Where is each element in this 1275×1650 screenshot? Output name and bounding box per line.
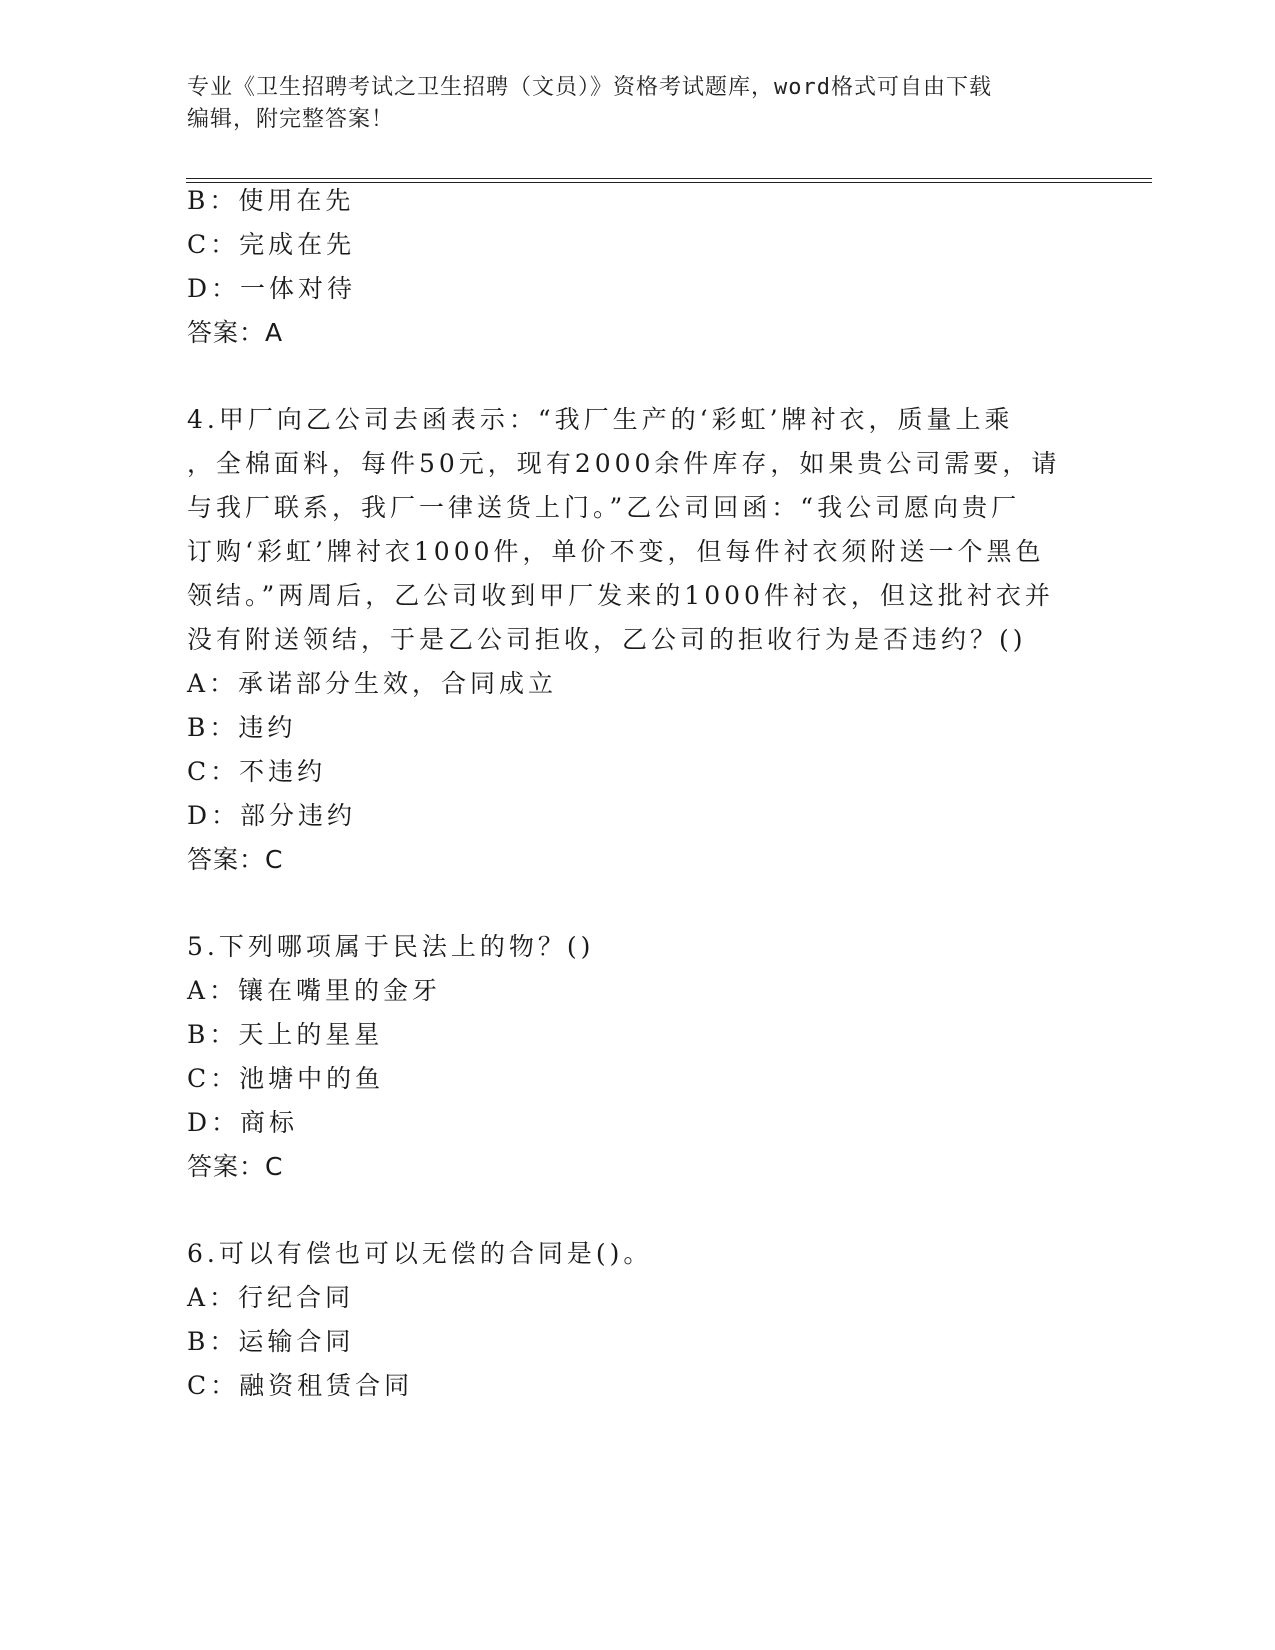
question-4-option-d: D：部分违约	[187, 801, 357, 830]
question-6-option-b: B：运输合同	[187, 1327, 355, 1356]
question-4-stem-line-2: ，全棉面料，每件50元，现有2000余件库存，如果贵公司需要，请	[187, 449, 1061, 478]
option-c: C：完成在先	[187, 230, 356, 259]
header-line-1: 专业《卫生招聘考试之卫生招聘（文员）》资格考试题库，word格式可自由下载	[187, 75, 992, 100]
question-4-stem-line-4: 订购‘彩虹’牌衬衣1000件，单价不变，但每件衬衣须附送一个黑色	[187, 537, 1045, 566]
question-4-stem-line-3: 与我厂联系，我厂一律送货上门。”乙公司回函：“我公司愿向贵厂	[187, 493, 1021, 522]
question-5-option-d: D：商标	[187, 1108, 299, 1137]
document-header	[187, 72, 1067, 136]
question-4-option-a: A：承诺部分生效，合同成立	[187, 669, 558, 698]
header-divider-bottom	[186, 182, 1152, 183]
question-5-stem: 5.下列哪项属于民法上的物？()	[187, 932, 595, 961]
header-line-2: 编辑，附完整答案！	[187, 107, 395, 132]
question-5-option-b: B：天上的星星	[187, 1020, 384, 1049]
question-4-stem-line-6: 没有附送领结，于是乙公司拒收，乙公司的拒收行为是否违约？()	[187, 625, 1027, 654]
question-4-option-c: C：不违约	[187, 757, 327, 786]
question-5-option-a: A：镶在嘴里的金牙	[187, 976, 442, 1005]
header-divider-top	[186, 178, 1152, 179]
question-6-stem: 6.可以有偿也可以无偿的合同是()。	[187, 1239, 653, 1268]
question-4-stem-line-1: 4.甲厂向乙公司去函表示：“我厂生产的‘彩虹’牌衬衣，质量上乘	[187, 405, 1014, 434]
option-b: B：使用在先	[187, 186, 355, 215]
option-d: D：一体对待	[187, 274, 357, 303]
question-4-answer: 答案：C	[187, 845, 284, 874]
question-5-option-c: C：池塘中的鱼	[187, 1064, 385, 1093]
answer-label: 答案：A	[187, 318, 284, 347]
question-4-stem-line-5: 领结。”两周后，乙公司收到甲厂发来的1000件衬衣，但这批衬衣并	[187, 581, 1054, 610]
question-5-answer: 答案：C	[187, 1152, 284, 1181]
question-6-option-c: C：融资租赁合同	[187, 1371, 414, 1400]
question-4-option-b: B：违约	[187, 713, 297, 742]
question-6-option-a: A：行纪合同	[187, 1283, 355, 1312]
